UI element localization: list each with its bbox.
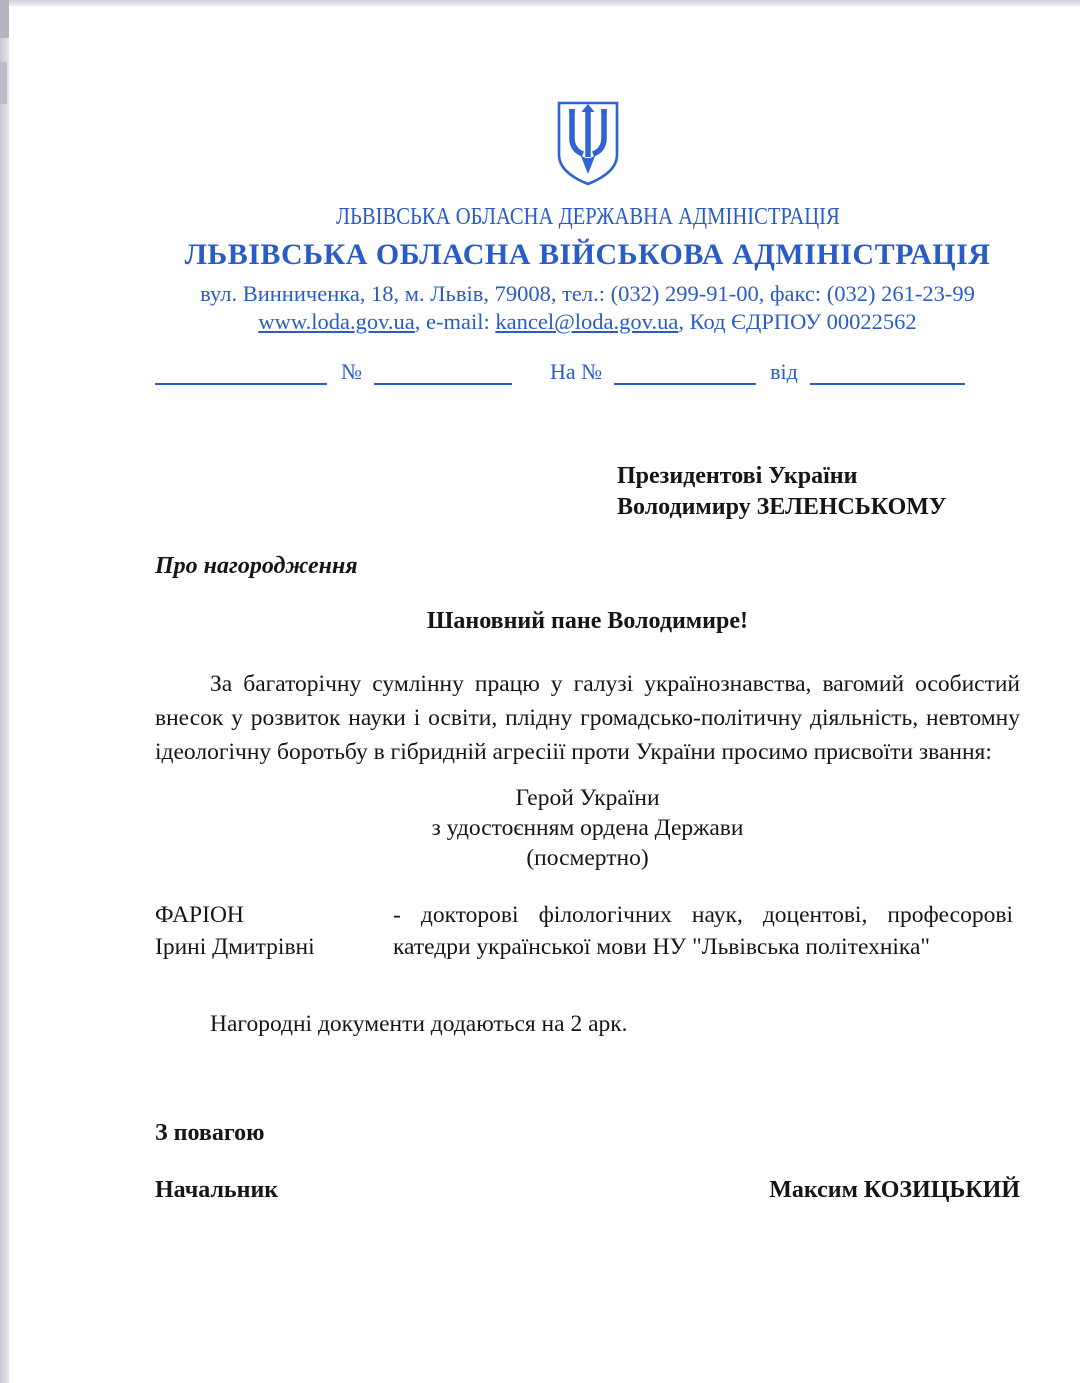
signature-row — [155, 1177, 1020, 1204]
email-separator-text: , e-mail: — [414, 309, 496, 334]
letterhead — [155, 100, 1020, 335]
email-link: kancel@loda.gov.ua — [495, 309, 679, 334]
subject-line: Про нагородження — [155, 553, 358, 579]
salutation: Шановний пане Володимире! — [427, 608, 748, 634]
signer-name: Максим КОЗИЦЬКИЙ — [769, 1177, 1020, 1203]
awardee-surname: ФАРІОН — [155, 902, 244, 928]
award-posthumous-note: (посмертно) — [526, 845, 649, 871]
ukraine-trident-emblem — [555, 100, 621, 188]
award-title-block — [155, 783, 1020, 873]
recipient-title: Президентові України — [617, 463, 858, 489]
photo-edge-left — [0, 0, 9, 1383]
org-address: вул. Винниченка, 18, м. Львів, 79008, тел.: (032) 299-91-00, факс: (032) 261-23-99 — [200, 281, 975, 306]
photo-edge-top — [0, 0, 1080, 6]
reply-date-label: від — [770, 359, 798, 384]
awardee-name-column — [155, 899, 393, 963]
reply-date-blank — [810, 361, 965, 385]
reference-fill-in-line — [155, 359, 1020, 385]
recipient-block — [617, 461, 1020, 523]
request-paragraph: За багаторічну сумлінну працю у галузі українознавства, вагомий особистий внесок у розвиток науки і освіти, плідну громадсько-політичну діяльність, невтомну ідеологічну боротьбу в гібридній агресіії проти України просимо присвоїти звання: — [155, 671, 1020, 765]
edrpou-text: , Код ЄДРПОУ 00022562 — [678, 309, 917, 334]
org-contacts — [155, 309, 1020, 335]
signer-title: Начальник — [155, 1177, 279, 1203]
outgoing-number-blank — [374, 361, 512, 385]
reply-to-number-blank — [614, 361, 756, 385]
outgoing-number-label: № — [341, 359, 362, 384]
website-link: www.loda.gov.ua — [258, 309, 415, 334]
photo-edge-shadow — [0, 0, 9, 38]
closing-phrase: З повагою — [155, 1120, 265, 1146]
awardee-block — [155, 899, 1020, 963]
outgoing-date-blank — [155, 361, 327, 385]
awardee-name-patronymic: Ірині Дмитрівні — [155, 934, 315, 960]
recipient-name: Володимиру ЗЕЛЕНСЬКОМУ — [617, 494, 947, 520]
reply-to-number-label: На № — [550, 359, 603, 384]
award-title: Герой України — [515, 785, 660, 811]
award-detail: з удостоєнням ордена Держави — [431, 815, 744, 841]
attachment-note: Нагородні документи додаються на 2 арк. — [210, 1011, 628, 1037]
org-name-military: ЛЬВІВСЬКА ОБЛАСНА ВІЙСЬКОВА АДМІНІСТРАЦІЯ — [184, 238, 991, 271]
org-name-state: ЛЬВІВСЬКА ОБЛАСНА ДЕРЖАВНА АДМІНІСТРАЦІЯ — [335, 204, 840, 230]
awardee-description: - докторові філологічних наук, доцентові, професорові катедри української мови НУ "Львівська політехніка" — [393, 902, 1013, 960]
photo-edge-shadow — [0, 62, 7, 104]
